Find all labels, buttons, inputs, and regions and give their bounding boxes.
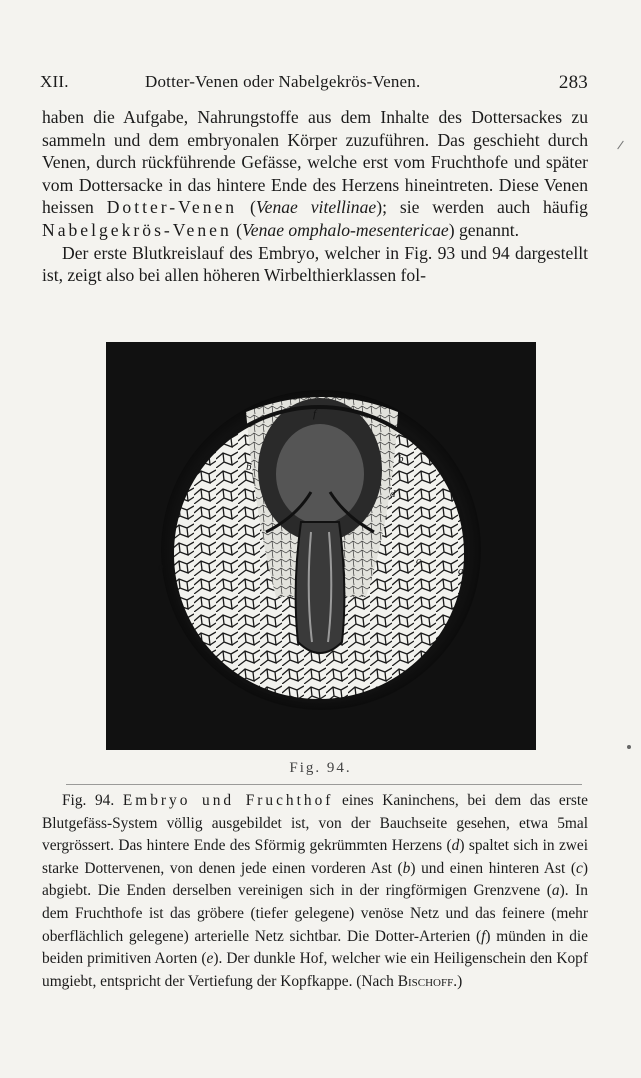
running-title: Dotter-Venen oder Nabelgekrös-Venen. — [145, 72, 421, 91]
figure-label: Fig. 94. — [289, 760, 352, 776]
running-head — [40, 72, 588, 98]
text-run: ) und einen hinteren Ast ( — [410, 859, 577, 877]
caption-fig-ref: Fig. 94. — [62, 792, 115, 809]
embryo-head — [276, 424, 364, 524]
latin-term: Venae vitellinae — [255, 197, 377, 218]
figure-letter-a-right: a — [458, 565, 464, 577]
latin-term: Venae omphalo-mesentericae — [242, 219, 449, 240]
text-run: ). In dem Fruchthofe ist das gröbere (tiefer gelegene) venöse Netz und das feinere (mehr oberflächlich gelegene) arterielle Netz sichtbar. Die Dotter-Arterien ( — [42, 882, 588, 945]
caption-author: Bischoff — [397, 972, 454, 990]
letter-ref: a — [551, 882, 560, 900]
margin-mark — [617, 141, 624, 150]
page-number: 283 — [558, 72, 588, 93]
text-run: ) genannt. — [448, 219, 520, 240]
paragraph-2: Der erste Blutkreislauf des Embryo, welcher in Fig. 93 und 94 dargestellt ist, zeigt also bei allen höheren Wirbelthierklassen fol- — [42, 242, 588, 286]
figure-letter-f: f — [313, 408, 317, 420]
caption-paragraph — [42, 790, 588, 993]
chapter-number: XII. — [40, 72, 69, 91]
figure-letter-b-upper: b — [246, 461, 252, 473]
embryo-body — [296, 522, 345, 653]
text-run: eines Kaninchens, bei dem das erste Blutgefäss-System völlig ausgebildet ist, von der Bauchseite gesehen, etwa 5mal vergrössert. Das hintere Ende des Sförmig gekrümmten Herzens ( — [42, 792, 588, 855]
letter-ref: b — [402, 859, 411, 877]
paragraph-1 — [42, 106, 588, 242]
body-text — [42, 106, 588, 287]
text-run: ); sie werden auch häufig — [376, 197, 588, 218]
text-run: ). Der dunkle Hof, welcher wie ein Heiligenschein den Kopf umgiebt, entspricht der Vertiefung der Kopfkappe. (Nach — [42, 950, 588, 990]
text-run: ) abgiebt. Die Enden derselben vereinigen sich in der ringförmigen Grenzvene ( — [42, 859, 589, 900]
text-run: ( — [231, 219, 243, 240]
text-run: ( — [237, 197, 256, 218]
divider — [66, 784, 582, 785]
figure-caption — [42, 790, 588, 993]
figure-embryo-illustration — [106, 342, 536, 750]
letter-ref: c — [576, 859, 583, 877]
text-run: .) — [453, 972, 463, 990]
figure-letter-a-left: a — [158, 561, 164, 573]
text-run: haben die Aufgabe, Nahrungstoffe aus dem Inhalte des Dottersackes zu sammeln und dem embryonalen Körper zuzuführen. Das geschieht durch Venen, durch rückführende Gefässe, welche erst vom Fruchthofe und später vom Dottersacke in das hintere Ende des Herzens hineintreten. Diese Venen heissen — [42, 107, 588, 218]
figure-letter-b-right: b — [398, 453, 404, 465]
term-dotter-venen: Dotter-Venen — [106, 197, 238, 218]
figure-letter-d: d — [390, 488, 396, 500]
term-nabelgekroes-venen: Nabelgekrös-Venen — [42, 219, 232, 240]
text-run: ) münden in die beiden primitiven Aorten ( — [42, 927, 588, 968]
embryo-engraving — [106, 342, 536, 750]
margin-dot — [627, 745, 631, 749]
caption-spaced-term: Embryo und Fruchthof — [122, 792, 334, 809]
letter-ref: d — [451, 837, 460, 855]
letter-ref: f — [481, 927, 486, 945]
letter-ref: e — [206, 950, 214, 968]
figure-letter-c: c — [416, 555, 421, 567]
text-run: ) spaltet sich in zwei starke Dottervenen, von denen jede einen vorderen Ast ( — [42, 837, 588, 877]
